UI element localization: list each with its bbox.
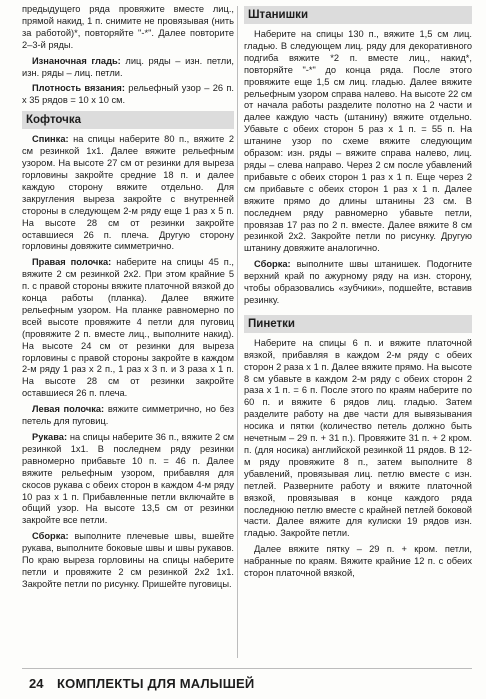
left-column: [22, 0, 234, 591]
right-column: [244, 0, 472, 580]
heading-pants: Штанишки: [244, 6, 472, 24]
heading-booties: Пинетки: [244, 315, 472, 333]
page-footer: [0, 662, 486, 699]
page-number: 24: [29, 676, 44, 691]
paragraph-heel: Далее вяжите пятку – 29 п. + кром. петли, набранные по краям. Вяжите крайние 12 п. с обеих сторон платочной вязкой,: [244, 544, 472, 579]
paragraph-booties: Наберите на спицы 6 п. и вяжите платочной вязкой, прибавляя в каждом 2-м ряду с обеих сторон 2 раза х 1 п. Далее вяжите прямо. На высоте 8 см убавьте в каждом 2-м ряду с обеих сторон 2 раза х 1 п. = 6 п. После этого по краям наберите по 60 п. и вяжите 6 рядов лиц. гладью. Затем разделите работу на две части для вывязывания носика и пятки (количество петель должно быть нечетным – 29 п. + 31 п.). Провяжите 31 п. + 2 кром. п. (для носика) английской резинкой 11 рядов. В 12-м ряду провяжите 8 п., затем выполните 8 убавлений, провязывая лиц. петлю вместе с изн. петлей. Разверните работу и вяжите платочной вязкой, провязывая в конце каждого ряда последнюю петлю вместе с крайней петлей боковой части. Далее вяжите для кулиски 19 рядов изн. гладью. Закройте петли.: [244, 337, 472, 539]
column-divider: [237, 6, 238, 658]
paragraph-right-front: [22, 257, 234, 400]
label-left-front: Левая полочка:: [32, 404, 105, 415]
footer-rule: [22, 668, 472, 669]
text-back: на спицы наберите 80 п., вяжите 2 см резинкой 1х1. Далее вяжите рельефным узором. На высоте 27 см от резинки для выреза горловины закройте средние 18 п. и далее каждую сторону вяжите отдельно. Для закругления выреза закройте с внутренней стороны в следующем 2-м ряду еще 1 раз х 5 п. На высоте 28 см от резинки закройте оставшиеся 26 п. плеча. Другую сторону горловины довяжите симметрично.: [22, 134, 234, 252]
text-purl-stitch: лиц. ряды – изн. петли, изн. ряды – лиц. петли.: [22, 55, 234, 78]
text-assembly-jacket: выполните плечевые швы, вшейте рукава, выполните боковые швы и швы рукавов. По краю выреза горловины на спицы наберите петли и провяжите 2 см резинкой 2х2 1х1. Закройте петли по рисунку. Пришейте пуговицы.: [22, 531, 234, 589]
text-left-front: вяжите симметрично, но без петель для пуговиц.: [22, 404, 234, 427]
paragraph-back: [22, 134, 234, 253]
paragraph-purl-stitch: [22, 56, 234, 80]
heading-jacket: Кофточка: [22, 111, 234, 129]
text-gauge: рельефный узор – 26 п. х 35 рядов = 10 х 10 см.: [22, 83, 234, 106]
label-assembly-jacket: Сборка:: [32, 531, 69, 542]
label-gauge: Плотность вязания:: [32, 83, 125, 94]
label-right-front: Правая полочка:: [32, 257, 112, 268]
text-sleeves: на спицы наберите 36 п., вяжите 2 см резинкой 1х1. В последнем ряду резинки равномерно прибавьте 10 п. = 46 п. Далее вяжите рельефным узором, прибавляя для скосов рукава с обеих сторон в каждом 4-м ряду 10 раз х 1 п. Прибавленные петли включайте в общий узор. На высоте 13,5 см от резинки закройте все петли.: [22, 432, 234, 526]
paragraph-pattern-continuation: предыдущего ряда провяжите вместе лиц., прямой накид, 1 п. снимите не провязывая (нить за работой)*, повторяйте "-*". Далее повторите 2–3-й ряды.: [22, 4, 234, 50]
label-assembly-pants: Сборка:: [254, 259, 291, 270]
label-sleeves: Рукава:: [32, 432, 68, 442]
paragraph-sleeves: [22, 432, 234, 527]
paragraph-left-front: [22, 404, 234, 428]
label-purl-stitch: Изнаночная гладь:: [32, 55, 121, 66]
text-assembly-pants: выполните швы штанишек. Подогните верхний край по ажурному ряду на изн. сторону, чтобы образовались «зубчики», подшейте, вставив резинку.: [244, 259, 472, 305]
footer-title: КОМПЛЕКТЫ ДЛЯ МАЛЫШЕЙ: [57, 676, 255, 691]
label-back: Спинка:: [32, 134, 69, 145]
paragraph-pants: Наберите на спицы 130 п., вяжите 1,5 см лиц. гладью. В следующем лиц. ряду для декоративного подгиба вяжите *2 п. вместе лиц., накид*, повторяйте "-*" до конца ряда. После этого провяжите еще 1,5 см лиц. гладью. Далее вяжите рельефным узором справа налево. На высоте 22 см от начала работы разделите полотно на 2 части и далее каждую часть (штанину) вяжите отдельно. Убавьте с обеих сторон 5 раз х 1 п. = 55 п. На штанине узор по схеме вяжите следующим образом: изн. ряды – вяжите справа налево, лиц. ряды – слева направо. Через 2 см после убавлений прибавьте с обеих сторон 1 раз х 1 п. Еще через 2 см прибавьте с обеих сторон 1 раз х 1 п. Далее вяжите прямо до длины штанины 23 см. В последнем ряду равномерно убавьте петли, провязав 17 раз по 2 п. вместе. Далее вяжите 8 см резинкой 2х2. Закройте петли по рисунку. Другую штанину довяжите аналогично.: [244, 29, 472, 254]
paragraph-gauge: [22, 83, 234, 107]
text-right-front: наберите на спицы 45 п., вяжите 2 см резинкой 2х2. При этом крайние 5 п. с правой стороны вяжите платочной вязкой до конца работы (планка). Далее вяжите рельефным узором. На планке равномерно по всей высоте провяжите 4 петли для пуговиц (провяжите 2 п. вместе лиц., выполните накид). На высоте 24 см от резинки для выреза горловины с правой стороны закройте в каждом 2-м ряду 1 раз х 2 п., 1 раз х 3 п. и 3 раза х 1 п. На высоте 28 см от резинки закройте оставшиеся 26 п. плеча.: [22, 257, 234, 399]
paragraph-assembly-pants: [244, 259, 472, 307]
paragraph-assembly-jacket: [22, 531, 234, 591]
